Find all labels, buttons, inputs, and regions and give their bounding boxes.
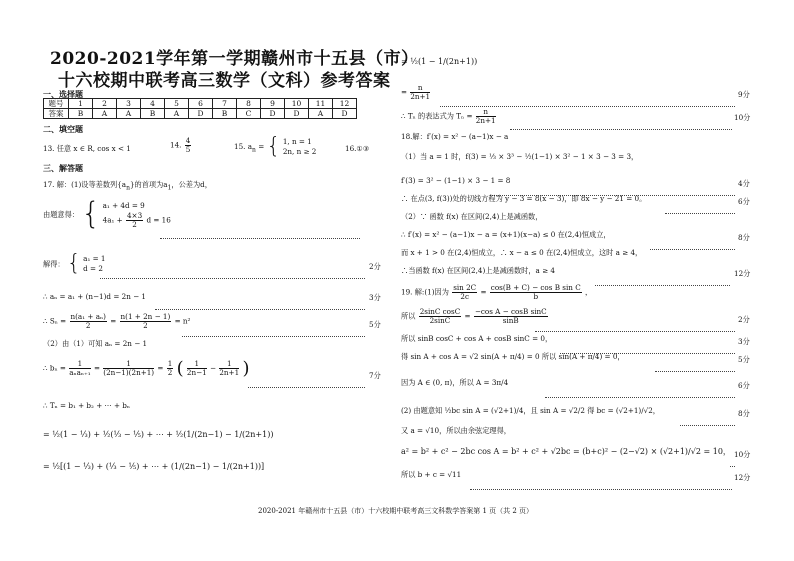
q14-label: 14.: [170, 140, 182, 150]
q14-num: 4: [185, 136, 191, 145]
num: n: [476, 108, 496, 117]
den: 2: [167, 368, 173, 377]
question-number: 10: [285, 99, 309, 109]
dotted-leader: [535, 317, 735, 336]
text: −: [210, 363, 217, 373]
text: 1: [167, 184, 172, 192]
dotted-leader: [655, 357, 735, 376]
q17-line6: （2）由（1）可知 aₙ = 2n − 1: [43, 339, 148, 348]
frac: [476, 108, 496, 125]
score-10b: 10分: [734, 450, 751, 459]
dotted-leader: [182, 322, 365, 341]
text: 19. 解:(1)因为: [401, 287, 449, 297]
frac: [69, 360, 90, 377]
den: aₙaₙ₊₁: [69, 368, 91, 377]
answer-cell: B: [213, 109, 237, 119]
question-number: 9: [261, 99, 285, 109]
dotted-leader: [155, 295, 365, 314]
dotted-leader: [160, 224, 360, 243]
score-6b: 6分: [738, 381, 750, 390]
question-number: 11: [309, 99, 333, 109]
q17-line1: [43, 180, 212, 192]
score-12: 12分: [734, 269, 751, 278]
table-row: [44, 109, 357, 119]
answer-cell: C: [237, 109, 261, 119]
num: n: [410, 84, 430, 93]
num: 1: [69, 360, 90, 369]
score-5b: 5分: [738, 355, 750, 364]
frac: [103, 360, 154, 377]
score-6: 6分: [738, 197, 750, 206]
frac: [187, 360, 207, 377]
frac: [70, 313, 107, 330]
sol1: a₁ = 1: [83, 254, 106, 263]
r-line6: f′(3) = 3² − (1−1) × 3 − 1 = 8: [401, 176, 511, 185]
score-12b: 12分: [734, 473, 751, 482]
den: 2n+1: [475, 116, 496, 125]
frac: [452, 284, 477, 301]
frac: [120, 313, 172, 330]
r-line4: 18.解：f′(x) = x² − (a−1)x − a: [401, 132, 509, 141]
text: = n²: [174, 316, 191, 326]
section-choice: 一、选择题: [43, 89, 83, 99]
den: 2: [143, 321, 148, 330]
score-10: 10分: [734, 113, 751, 122]
answer-cell: B: [69, 109, 93, 119]
score-5: 5分: [369, 320, 381, 329]
text: ∴ bₙ =: [43, 363, 66, 373]
q15-sub: n: [252, 146, 256, 154]
answer-cell: D: [261, 109, 285, 119]
r-line8: （2）∵ 函数 f(x) 在区间(2,4)上是减函数，: [401, 212, 543, 221]
question-number: 8: [237, 99, 261, 109]
q17-line8: ∴ Tₙ = b₁ + b₂ + ⋯ + bₙ: [43, 401, 130, 410]
text: =: [480, 287, 487, 297]
table-head: 题号: [44, 99, 69, 109]
text: }的首项为a: [129, 180, 168, 189]
frac: [419, 308, 462, 325]
question-number: 2: [93, 99, 117, 109]
r-line14: 所以 sinB cosC + cos A + cosB sinC = 0，: [401, 334, 553, 343]
num: cos(B + C) − cos B sin C: [490, 283, 581, 292]
question-number: 3: [117, 99, 141, 109]
dotted-leader: [248, 373, 365, 392]
table-row: [44, 99, 357, 109]
question-number: 5: [165, 99, 189, 109]
r-line3: [401, 108, 497, 125]
section-solve: 三、解答题: [43, 163, 83, 173]
r-line18: 又 a = √10，所以由余弦定理得，: [401, 426, 511, 435]
q15-eq: =: [258, 142, 265, 151]
q17-system: [43, 196, 171, 232]
q17-line4: ∴ aₙ = a₁ + (n−1)d = 2n − 1: [43, 292, 146, 301]
q17-line9: = ½(1 − ⅓) + ½(⅓ − ⅕) + ⋯ + ½(1/(2n−1) − 1/(2n+1)): [43, 430, 274, 439]
num: sin 2C: [453, 283, 477, 292]
frac: [490, 284, 582, 301]
r-line7: ∴ 在点(3, f(3))处的切线方程为 y − 3 = 8(x − 3)，即 8x − y − 21 = 0。: [401, 194, 647, 203]
score-2: 2分: [369, 262, 381, 271]
r-line19: a² = b² + c² − 2bc cos A = b² + c² + √2bc = (b+c)² − (2−√2) × (√2+1)/√2 = 10，: [401, 447, 731, 456]
dotted-leader: [100, 264, 365, 283]
answer-cell: D: [189, 109, 213, 119]
den: sinB: [502, 316, 519, 325]
question-number: 1: [69, 99, 93, 109]
text: =: [401, 87, 408, 97]
r-line20: 所以 b + c = √11: [401, 470, 462, 479]
dotted-leader: [650, 235, 735, 254]
answer-cell: A: [165, 109, 189, 119]
score-2b: 2分: [738, 315, 750, 324]
q15-cases: [283, 137, 317, 157]
r-line12: [401, 284, 592, 301]
page-footer: 2020-2021 年赣州市十五县（市）十六校期中联考高三文科数学答案第 1 页（共 2 页）: [258, 507, 534, 515]
frac: [219, 360, 239, 377]
text: n: [126, 184, 130, 192]
text: ∴ Sₙ =: [43, 316, 67, 326]
den: 2sinC: [429, 316, 451, 325]
answer-cell: A: [117, 109, 141, 119]
dotted-leader: [665, 199, 735, 218]
q17-line10: = ½[(1 − ⅓) + (⅓ − ⅕) + ⋯ + (1/(2n−1) − 1/(2n+1))]: [43, 462, 265, 471]
frac: [410, 84, 430, 101]
den: 2: [85, 321, 91, 330]
dotted-leader: [510, 115, 732, 134]
den: 2n−1: [186, 368, 207, 377]
answer-cell: D: [333, 109, 357, 119]
text: 4a₁ +: [102, 215, 123, 225]
den: 2: [132, 220, 137, 229]
q15-case1: 1, n = 1: [282, 137, 312, 146]
num: n(a₁ + aₙ): [70, 312, 106, 321]
r-line9: ∴ f′(x) = x² − (a−1)x − a = (x+1)(x−a) ≤ 0 在(2,4)恒成立，: [401, 230, 611, 239]
den: (2n−1)(2n+1): [103, 368, 155, 377]
q15-case2: 2n, n ≥ 2: [282, 147, 317, 156]
q17-line7: [43, 360, 250, 377]
fill-q15: [234, 136, 316, 158]
r-line1: = ½(1 − 1/(2n+1)): [401, 57, 478, 66]
question-number: 12: [333, 99, 357, 109]
left-brace-icon: {: [266, 134, 281, 159]
num: 2sinC cosC: [419, 307, 461, 316]
text: =: [110, 316, 117, 326]
text: 由题意得：: [43, 210, 79, 219]
r-line15: 得 sin A + cos A = √2 sin(A + π/4) = 0 所以 sin(A + π/4) = 0，: [401, 352, 625, 361]
section-fill: 二、填空题: [43, 124, 83, 134]
text: 解得：: [43, 259, 65, 269]
r-line17: (2) 由题意知 ½bc sin A = (√2+1)/4，且 sin A = √2/2 得 bc = (√2+1)/√2，: [401, 406, 660, 415]
r-line11: ∴当函数 f(x) 在区间(2,4)上是减函数时，a ≥ 4: [401, 266, 556, 275]
eq1: a₁ + 4d = 9: [102, 201, 145, 210]
answer-cell: D: [285, 109, 309, 119]
dotted-leader: [545, 383, 735, 402]
answer-cell: A: [309, 109, 333, 119]
q15-label: 15. a: [234, 142, 253, 151]
num: 1: [103, 360, 154, 369]
table-head: 答案: [44, 109, 69, 119]
score-3b: 3分: [738, 337, 750, 346]
text: d = 16: [146, 215, 171, 225]
dotted-leader: [595, 271, 730, 290]
r-line10: 而 x + 1 > 0 在(2,4)恒成立，∴ x − a ≤ 0 在(2,4)恒成立，这时 a ≥ 4，: [401, 248, 643, 257]
q14-fraction: [185, 137, 192, 154]
score-4: 4分: [738, 179, 750, 188]
num: 1: [219, 360, 239, 369]
paren: (: [176, 358, 184, 379]
title-line2: 十六校期中联考高三数学（文科）参考答案: [58, 71, 391, 91]
fill-q14: [170, 137, 192, 154]
frac: [126, 212, 143, 229]
r-line5: （1）当 a = 1 时，f(3) = ⅓ × 3³ − ½(1−1) × 3² − 1 × 3 − 3 = 3，: [401, 152, 639, 161]
score-3: 3分: [369, 293, 381, 302]
den: b: [533, 292, 539, 301]
r-line13: [401, 308, 549, 325]
frac: [167, 360, 174, 377]
den: 2c: [460, 292, 469, 301]
text: ，公差为d，: [171, 180, 212, 189]
score-8: 8分: [738, 233, 750, 242]
text: ，: [585, 287, 593, 297]
num: −cos A − cosB sinC: [474, 307, 547, 316]
choice-answer-table: [43, 98, 357, 119]
left-brace-icon: {: [66, 251, 81, 276]
q17-line5: [43, 313, 190, 330]
text: =: [157, 363, 164, 373]
question-number: 4: [141, 99, 165, 109]
answer-cell: A: [93, 109, 117, 119]
num: 4×3: [126, 211, 143, 220]
score-7: 7分: [369, 371, 381, 380]
fill-q13: 13. 任意 x ∈ R, cos x < 1: [43, 144, 131, 153]
score-9: 9分: [738, 90, 750, 99]
title-line1: 2020-2021学年第一学期赣州市十五县（市）: [50, 49, 419, 69]
fill-q16: 16.①③: [345, 144, 370, 153]
question-number: 7: [213, 99, 237, 109]
text: 所以: [401, 311, 416, 321]
left-brace-icon: {: [81, 196, 101, 232]
r-line16: 因为 A ∈ (0, π)，所以 A = 3π/4: [401, 378, 509, 387]
dotted-leader: [470, 475, 732, 494]
text: =: [93, 363, 100, 373]
dotted-leader: [680, 411, 735, 430]
num: n(1 + 2n − 1): [120, 312, 171, 321]
q14-den: 5: [185, 145, 191, 154]
score-8b: 8分: [738, 409, 750, 418]
sol2: d = 2: [83, 264, 103, 273]
den: 2n+1: [219, 368, 240, 377]
paren: ): [242, 358, 250, 379]
den: 2n+1: [410, 92, 431, 101]
r-line2: [401, 84, 431, 101]
text: ∴ Tₙ 的表达式为 Tₙ =: [401, 111, 473, 121]
num: 1: [167, 359, 173, 368]
num: 1: [187, 360, 207, 369]
text: =: [464, 311, 471, 321]
answer-cell: B: [141, 109, 165, 119]
text: 17. 解：(1)设等差数列{a: [43, 180, 127, 189]
question-number: 6: [189, 99, 213, 109]
q17-solution: [43, 253, 106, 275]
